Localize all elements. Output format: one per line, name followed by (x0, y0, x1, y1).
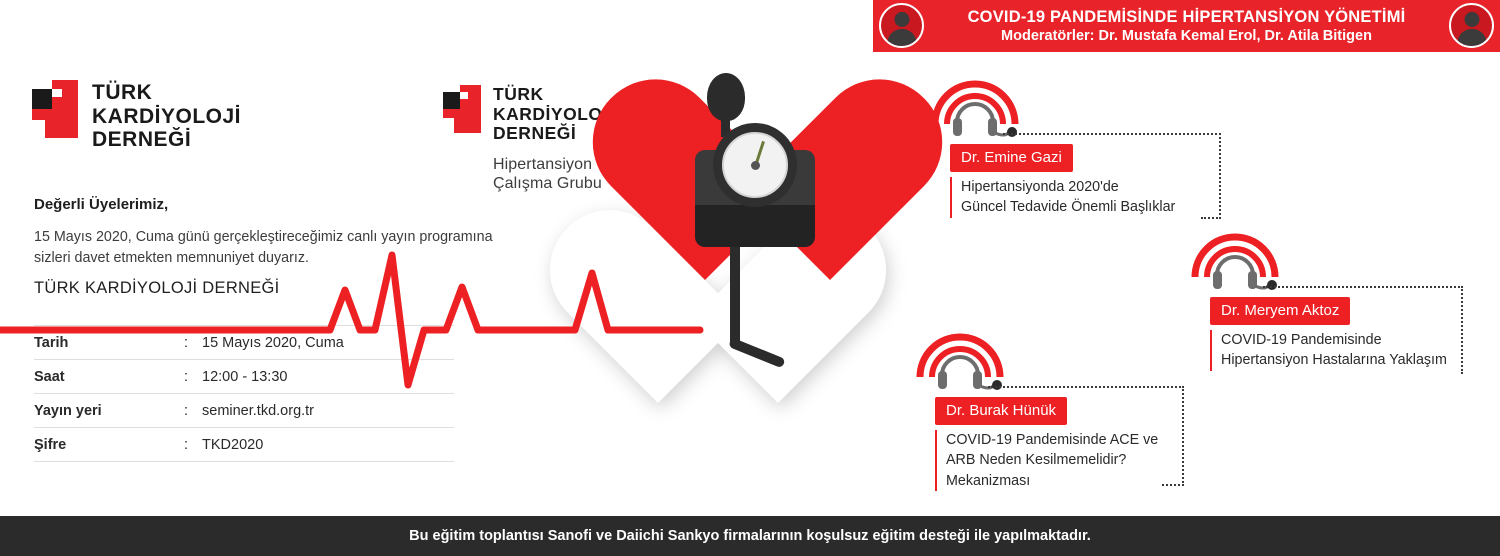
ecg-line-icon (0, 235, 950, 405)
speaker-name-tag: Dr. Meryem Aktoz (1210, 297, 1350, 325)
detail-value: 15 Mayıs 2020, Cuma (202, 334, 344, 351)
moderator-avatar-left (879, 3, 924, 48)
tkd-logo-line2: KARDİYOLOJİ (92, 104, 242, 128)
detail-label: Tarih (34, 334, 69, 351)
detail-separator: : (184, 402, 189, 419)
tkd-logo-text (92, 81, 241, 152)
sphygmomanometer-base-icon (695, 205, 815, 247)
speaker-name-tag: Dr. Burak Hünük (935, 397, 1067, 425)
talk-title-line-2: Güncel Tedavide Önemli Başlıklar (961, 199, 1176, 216)
speaker-talk-title (935, 430, 1158, 491)
avatar-head-icon (1464, 12, 1479, 27)
detail-value: TKD2020 (202, 436, 264, 453)
group-logo-line1: TÜRK (493, 84, 544, 104)
top-banner (873, 0, 1500, 52)
tkd-logo-mark-icon (443, 85, 481, 133)
connector-line (988, 386, 1184, 388)
connector-line (1461, 286, 1463, 374)
detail-label: Şifre (34, 436, 67, 453)
intro-line-2: sizleri davet etmekten memnuniyet duyarız. (34, 249, 309, 266)
detail-value: 12:00 - 13:30 (202, 368, 288, 385)
sponsor-footer-bar (0, 516, 1500, 556)
speaker-talk-title (950, 177, 1175, 218)
gauge-hub-icon (751, 161, 760, 170)
banner-text (968, 7, 1406, 46)
connector-line (1003, 133, 1221, 135)
greeting-text: Değerli Üyelerimiz, (34, 196, 169, 213)
talk-title-line-1: COVID-19 Pandemisinde (1221, 332, 1382, 348)
blood-pressure-artwork (580, 55, 950, 495)
detail-separator: : (184, 368, 189, 385)
connector-line (1162, 484, 1184, 486)
tkd-logo-line1: TÜRK (92, 81, 153, 104)
group-logo-line3: DERNEĞİ (493, 123, 577, 144)
headset-icon (927, 62, 1023, 140)
group-logo-line2: KARDİYOLOJİ (493, 103, 619, 124)
speaker-talk-title (1210, 330, 1447, 371)
headset-icon (1187, 215, 1283, 293)
detail-value: seminer.tkd.org.tr (202, 402, 315, 419)
detail-label: Saat (34, 368, 65, 385)
detail-label: Yayın yeri (34, 402, 102, 419)
talk-title-line-1: Hipertansiyonda 2020'de (961, 179, 1119, 195)
banner-moderators: Moderatörler: Dr. Mustafa Kemal Erol, Dr. Atila Bitigen (1001, 28, 1372, 45)
table-row (34, 428, 454, 462)
moderator-avatar-right (1449, 3, 1494, 48)
talk-title-line-3: Mekanizması (946, 472, 1031, 489)
sponsor-footer-text: Bu eğitim toplantısı Sanofi ve Daiichi Sankyo firmalarının koşulsuz eğitim desteği ile yapılmaktadır. (409, 528, 1091, 544)
detail-separator: : (184, 436, 189, 453)
tkd-logo-line3: DERNEĞİ (92, 128, 192, 152)
cuff-bulb-icon (707, 73, 745, 121)
avatar-head-icon (894, 12, 909, 27)
banner-title: COVID-19 PANDEMİSİNDE HİPERTANSİYON YÖNETİMİ (967, 7, 1406, 26)
headset-icon (912, 315, 1008, 393)
talk-title-line-2: Hipertansiyon Hastalarına Yaklaşım (1221, 352, 1447, 369)
connector-line (1219, 133, 1221, 219)
group-logo-subtitle-line1: Hipertansiyon (493, 155, 593, 173)
speaker-name-tag: Dr. Emine Gazi (950, 144, 1073, 172)
avatar-body-icon (887, 29, 916, 48)
tkd-logo-mark-icon (32, 80, 78, 138)
connector-line (1263, 286, 1463, 288)
avatar-body-icon (1457, 29, 1486, 48)
connector-line (1182, 386, 1184, 486)
talk-title-line-1: COVID-19 Pandemisinde ACE ve (946, 432, 1159, 448)
group-logo-subtitle-line2: Çalışma Grubu (493, 175, 602, 193)
cuff-tube-icon (730, 240, 740, 348)
intro-line-1: 15 Mayıs 2020, Cuma günü gerçekleştireceğimiz canlı yayın programına (34, 229, 493, 245)
talk-title-line-2: ARB Neden Kesilmemelidir? (946, 452, 1127, 469)
tkd-logo (32, 80, 241, 152)
detail-separator: : (184, 334, 189, 351)
organization-name: TÜRK KARDİYOLOJİ DERNEĞİ (34, 279, 280, 297)
